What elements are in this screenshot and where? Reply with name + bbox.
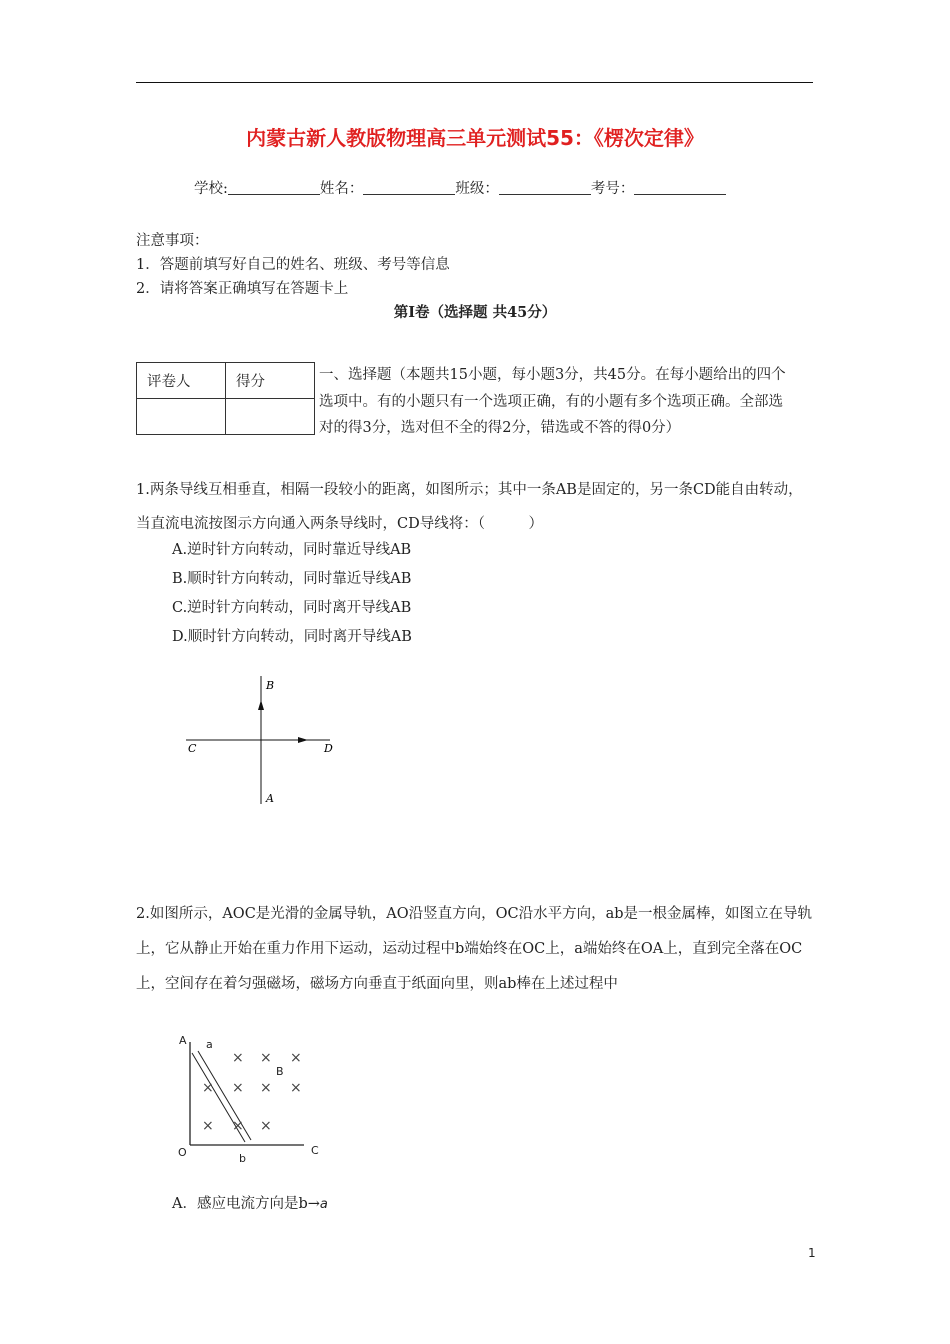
school-blank[interactable] xyxy=(228,180,320,195)
question-2-option-a xyxy=(172,1192,328,1213)
name-label: 姓名： xyxy=(319,181,364,197)
class-blank[interactable] xyxy=(499,180,591,195)
field-cross: × xyxy=(232,1118,244,1134)
field-cross: × xyxy=(232,1080,244,1096)
label-a: a xyxy=(206,1038,213,1051)
notes-heading: 注意事项： xyxy=(136,233,209,249)
note-item-2: 2．请将答案正确填写在答题卡上 xyxy=(136,281,349,297)
label-a: A xyxy=(266,792,274,805)
question-2-stem: 2.如图所示，AOC是光滑的金属导轨，AO沿竖直方向，OC沿水平方向，ab是一根金属棒，如图立在导轨上，它从静止开始在重力作用下运动，运动过程中b端始终在OC上，a端始终在OA上，直到完全落在OC上，空间存在着匀强磁场，磁场方向垂直于纸面向里，则ab棒在上述过程中 xyxy=(136,906,813,992)
grader-header: 评卷人 xyxy=(137,363,226,399)
label-A: A xyxy=(179,1034,187,1047)
field-cross: × xyxy=(260,1080,272,1096)
score-header: 得分 xyxy=(226,363,315,399)
note-item-1: 1．答题前填写好自己的姓名、班级、考号等信息 xyxy=(136,257,450,273)
question-1-stem: 1.两条导线互相垂直，相隔一段较小的距离，如图所示；其中一条AB是固定的，另一条CD能自由转动，当直流电流按图示方向通入两条导线时，CD导线将：（ ） xyxy=(136,482,803,532)
label-O: O xyxy=(178,1146,187,1159)
class-label: 班级： xyxy=(455,181,499,197)
arrow-ab xyxy=(258,700,264,710)
field-cross: × xyxy=(260,1050,272,1066)
header-rule xyxy=(136,82,813,83)
question-2-figure xyxy=(170,1028,330,1168)
name-blank[interactable] xyxy=(363,180,455,195)
question-1-option-b: B.顺时针方向转动，同时靠近导线AB xyxy=(172,571,412,587)
question-1-option-a: A.逆时针方向转动，同时靠近导线AB xyxy=(172,542,412,558)
school-label: 学校: xyxy=(194,181,228,197)
label-c: C xyxy=(188,742,197,755)
question-1-option-c: C.逆时针方向转动，同时离开导线AB xyxy=(172,600,412,616)
number-label: 考号： xyxy=(590,181,635,197)
number-blank[interactable] xyxy=(634,180,726,195)
field-cross: × xyxy=(232,1050,244,1066)
option-a-end: a xyxy=(319,1197,328,1212)
magnetic-field-crosses xyxy=(202,1050,302,1134)
question-1-option-d: D.顺时针方向转动，同时离开导线AB xyxy=(172,629,412,645)
score-cell[interactable] xyxy=(226,399,315,435)
label-b: b xyxy=(239,1152,246,1165)
field-cross: × xyxy=(202,1118,214,1134)
field-cross: × xyxy=(202,1080,214,1096)
section-instructions: 一、选择题（本题共15小题，每小题3分，共45分。在每小题给出的四个选项中。有的小题只有一个选项正确，有的小题有多个选项正确。全部选对的得3分，选对但不全的得2分，错选或不答的得0分） xyxy=(319,367,786,436)
page-title: 内蒙古新人教版物理高三单元测试55：《楞次定律》 xyxy=(246,126,704,150)
section-title: 第I卷（选择题 共45分） xyxy=(393,304,557,321)
score-table xyxy=(136,362,315,435)
page-number: 1 xyxy=(808,1246,816,1260)
question-1-figure xyxy=(180,672,350,812)
grader-cell[interactable] xyxy=(137,399,226,435)
field-cross: × xyxy=(260,1118,272,1134)
field-cross: × xyxy=(290,1080,302,1096)
label-d: D xyxy=(324,742,333,755)
student-info-line xyxy=(194,177,726,198)
arrow-cd xyxy=(298,737,308,743)
label-C: C xyxy=(311,1144,319,1157)
label-b: B xyxy=(266,679,275,692)
label-B: B xyxy=(276,1065,284,1078)
field-cross: × xyxy=(290,1050,302,1066)
option-a-text: A．感应电流方向是b→ xyxy=(172,1196,320,1212)
